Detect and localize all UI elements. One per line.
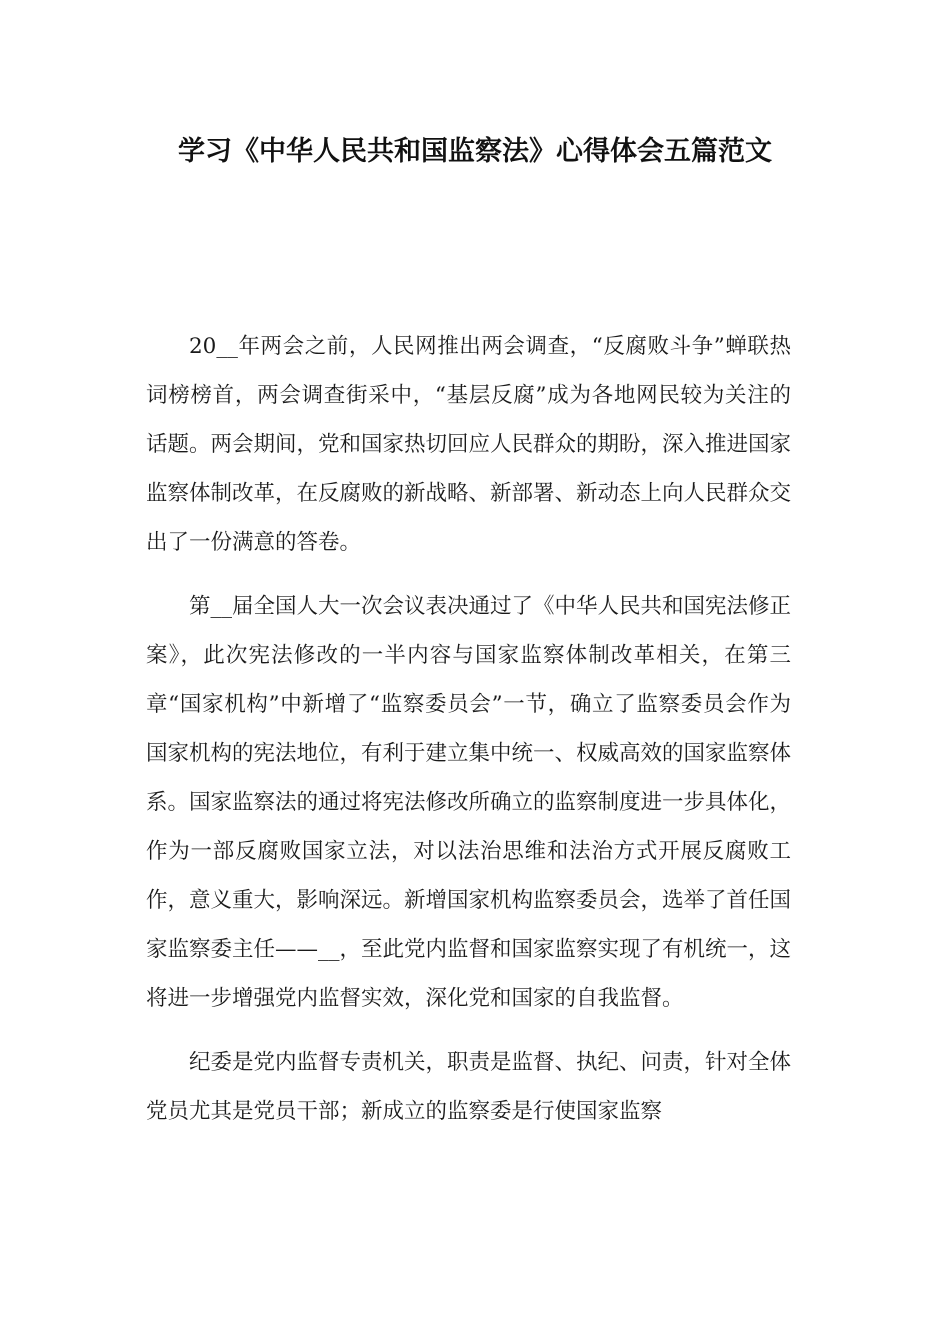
paragraph-1: 20__年两会之前，人民网推出两会调查，“反腐败斗争”蝉联热词榜榜首，两会调查街采中，“基层反腐”成为各地网民较为关注的话题。两会期间，党和国家热切回应人民群众的期盼，深入推进国家监察体制改革，在反腐败的新战略、新部署、新动态上向人民群众交出了一份满意的答卷。 [146, 334, 792, 555]
paragraph-2: 第__届全国人大一次会议表决通过了《中华人民共和国宪法修正案》，此次宪法修改的一半内容与国家监察体制改革相关，在第三章“国家机构”中新增了“监察委员会”一节，确立了监察委员会作为国家机构的宪法地位，有利于建立集中统一、权威高效的国家监察体系。国家监察法的通过将宪法修改所确立的监察制度进一步具体化，作为一部反腐败国家立法，对以法治思维和法治方式开展反腐败工作，意义重大，影响深远。新增国家机构监察委员会，选举了首任国家监察委主任——__，至此党内监督和国家监察实现了有机统一，这将进一步增强党内监督实效，深化党和国家的自我监督。 [146, 594, 792, 1011]
document-title: 学习《中华人民共和国监察法》心得体会五篇范文 [178, 136, 772, 167]
document-body [146, 322, 791, 1151]
paragraph-3: 纪委是党内监督专责机关，职责是监督、执纪、问责，针对全体党员尤其是党员干部；新成立的监察委是行使国家监察 [146, 1050, 792, 1124]
